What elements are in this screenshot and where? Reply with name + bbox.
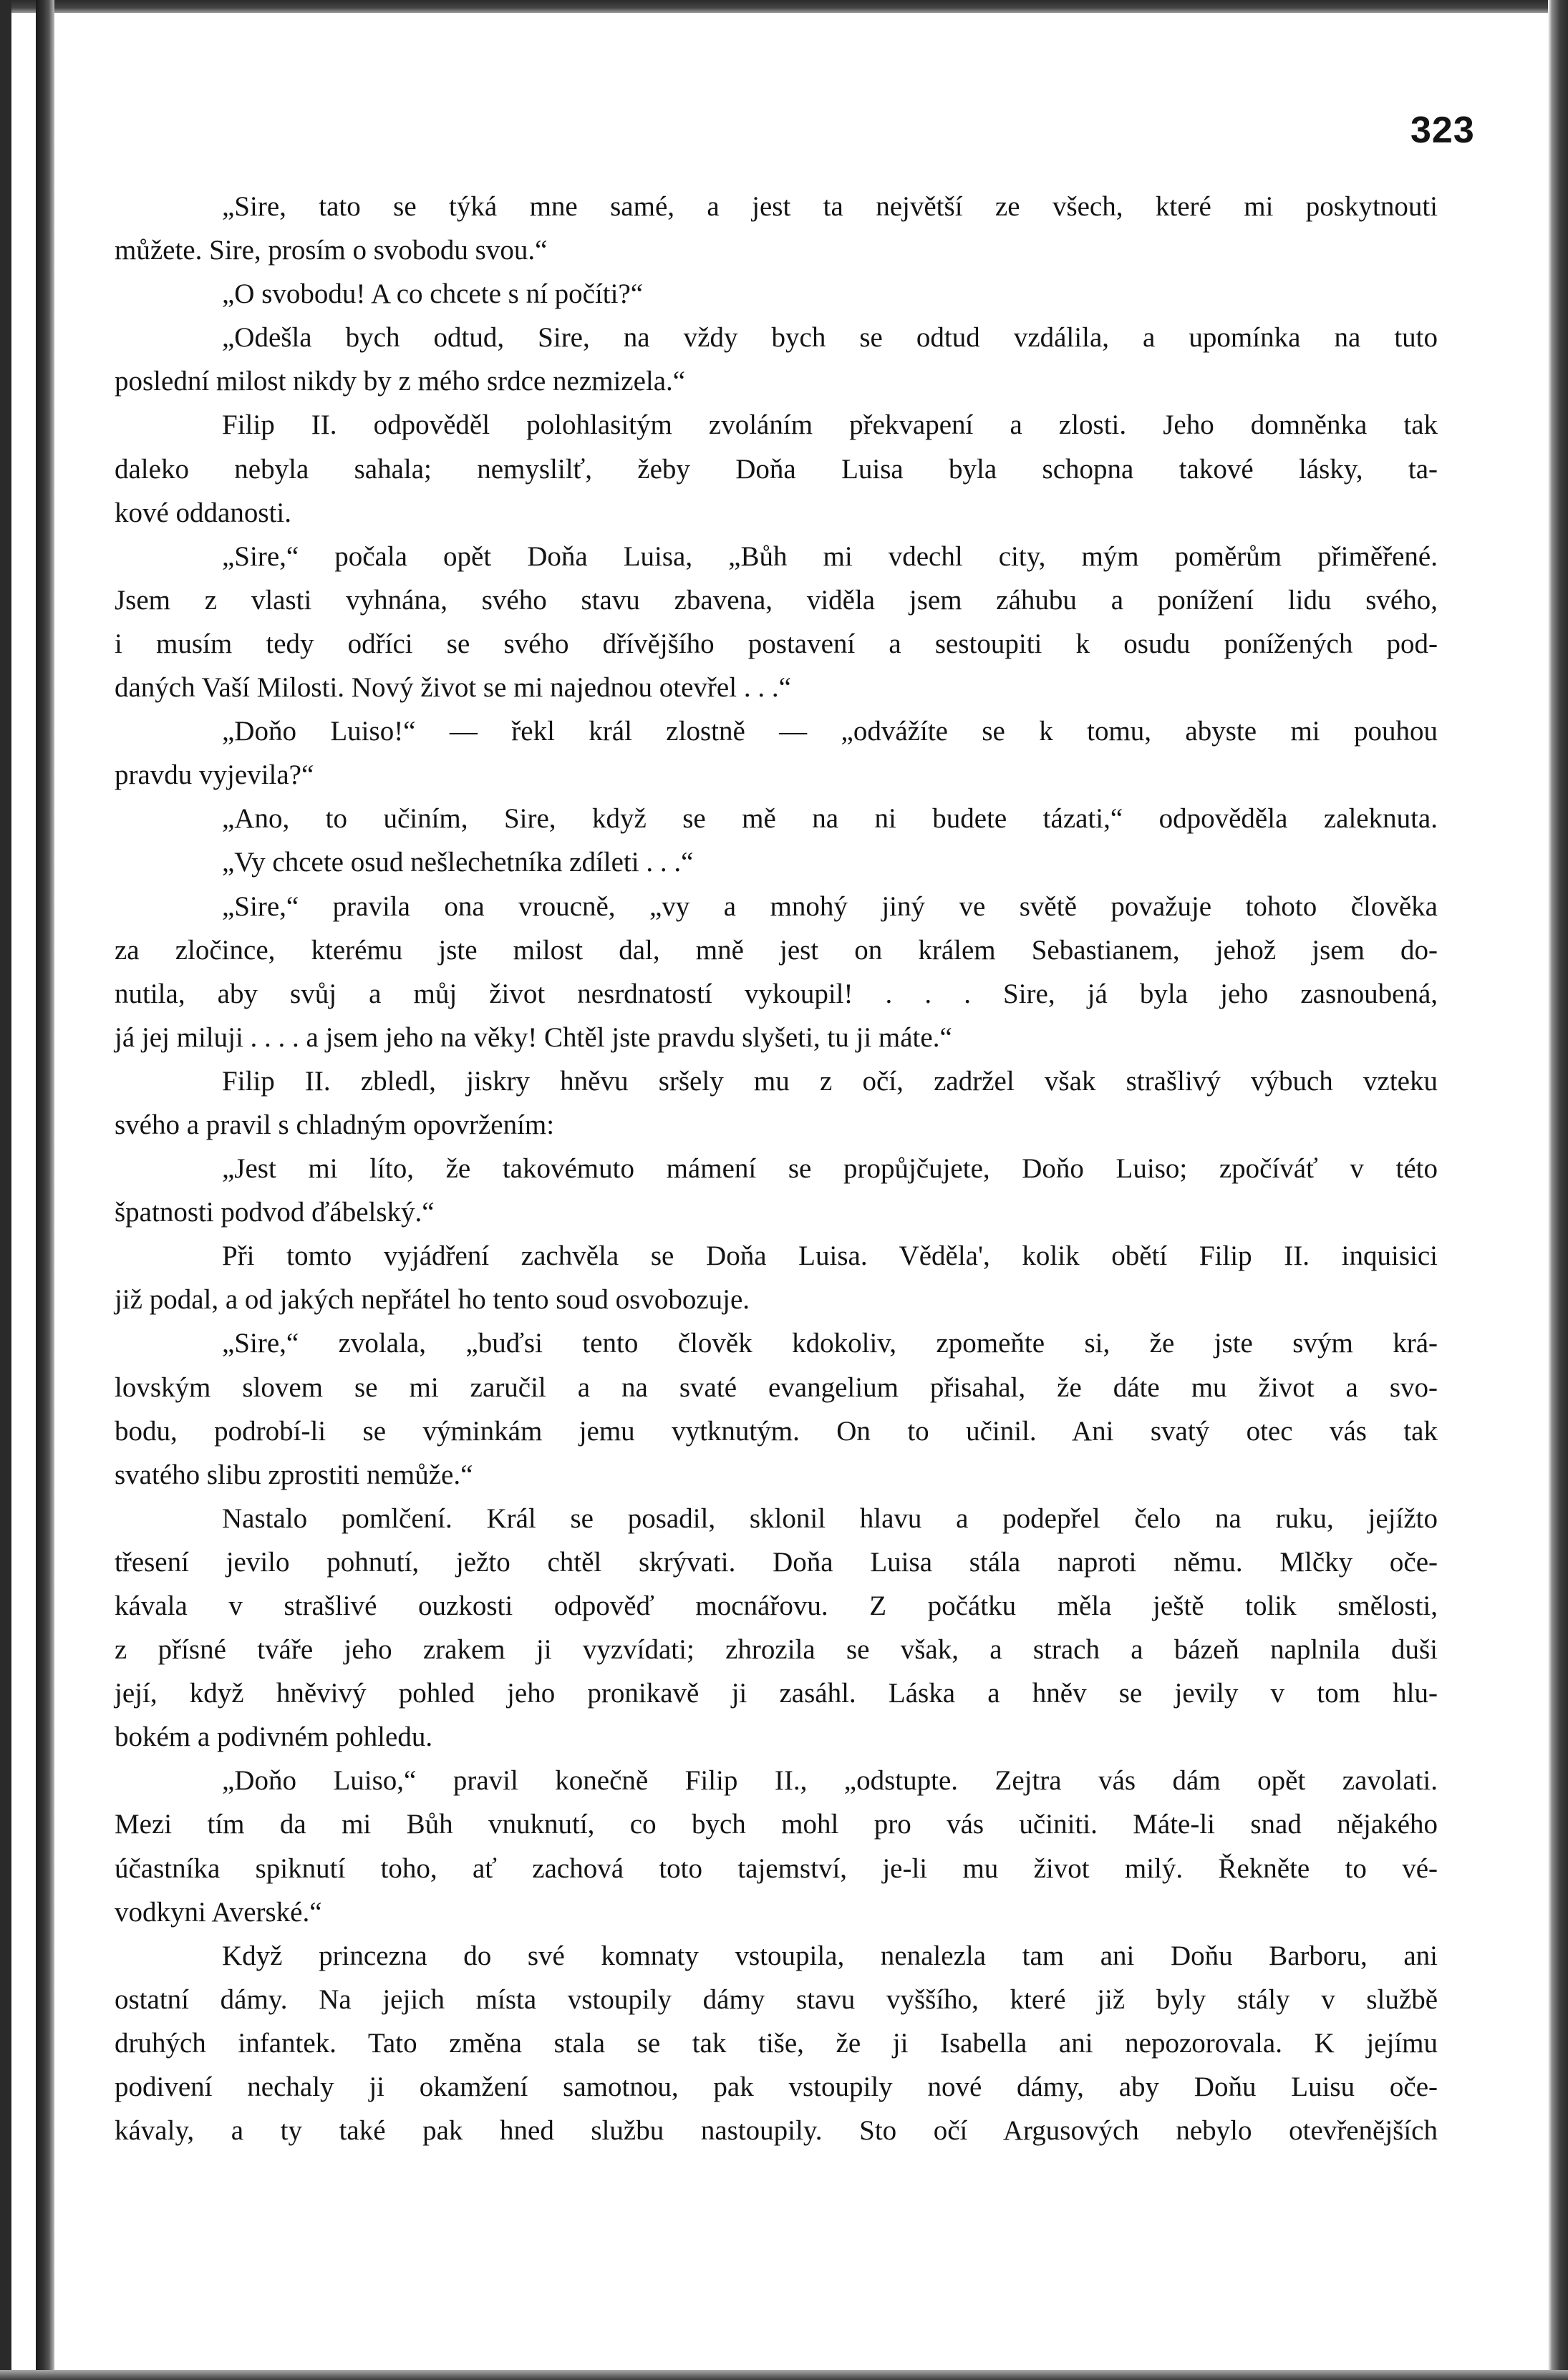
text-line: Filip II. odpověděl polohlasitým zvoláním překvapení a zlosti. Jeho domněnka tak [222,409,1438,441]
text-line: Při tomto vyjádření zachvěla se Doňa Luisa. Věděla', kolik obětí Filip II. inquisici [222,1240,1438,1272]
body-text [115,185,1438,2152]
scan-top-edge [0,0,1568,13]
text-line: já jej miluji . . . . a jsem jeho na věky! Chtěl jste pravdu slyšeti, tu ji máte.“ [115,1021,952,1053]
text-line: Jsem z vlasti vyhnána, svého stavu zbavena, viděla jsem záhubu a ponížení lidu svého, [115,584,1438,616]
text-line: podivení nechaly ji okamžení samotnou, pak vstoupily nové dámy, aby Doňu Luisu oče- [115,2071,1438,2103]
text-line: „Sire,“ zvolala, „buďsi tento člověk kdokoliv, zpomeňte si, že jste svým krá- [222,1328,1438,1359]
text-line: „Doňo Luiso!“ — řekl král zlostně — „odvážíte se k tomu, abyste mi pouhou [222,716,1438,747]
text-line: Mezi tím da mi Bůh vnuknutí, co bych mohl pro vás učiniti. Máte-li snad nějakého [115,1809,1438,1840]
text-line: nutila, aby svůj a můj život nesrdnatostí vykoupil! . . . Sire, já byla jeho zasnoubená, [115,978,1438,1009]
scan-gutter-shadow [36,0,54,2380]
text-line: kové oddanosti. [115,497,291,528]
text-line: můžete. Sire, prosím o svobodu svou.“ [115,235,548,266]
text-line: kávaly, a ty také pak hned službu nastoupily. Sto očí Argusových nebylo otevřenějších [115,2115,1438,2147]
text-line: „Vy chcete osud nešlechetníka zdíleti . . .“ [222,847,694,878]
text-line: bodu, podrobí-li se výminkám jemu vytknutým. On to učinil. Ani svatý otec vás tak [115,1415,1438,1447]
text-line: „Odešla bych odtud, Sire, na vždy bych se odtud vzdálila, a upomínka na tuto [222,322,1438,354]
text-line: „O svobodu! A co chcete s ní počíti?“ [222,278,644,310]
text-line: vodkyni Averské.“ [115,1896,322,1928]
text-line: „Doňo Luiso,“ pravil konečně Filip II., „odstupte. Zejtra vás dám opět zavolati. [222,1765,1438,1797]
text-line: bokém a podivném pohledu. [115,1721,433,1753]
scan-left-edge [0,0,11,2380]
text-line: druhých infantek. Tato změna stala se tak tiše, že ji Isabella ani nepozorovala. K jejímu [115,2027,1438,2059]
text-line: kávala v strašlivé ouzkosti odpověď mocnářovu. Z počátku měla ještě tolik smělosti, [115,1590,1438,1621]
text-line: svatého slibu zprostiti nemůže.“ [115,1459,473,1490]
text-line: „Ano, to učiním, Sire, když se mě na ni budete tázati,“ odpověděla zaleknuta. [222,803,1438,835]
text-line: ostatní dámy. Na jejich místa vstoupily dámy stavu vyššího, které již byly stály v službě [115,1983,1438,2015]
text-line: svého a pravil s chladným opovržením: [115,1109,555,1140]
text-line: její, když hněvivý pohled jeho pronikavě ji zasáhl. Láska a hněv se jevily v tom hlu- [115,1678,1438,1709]
page-number: 323 [1410,110,1475,151]
text-line: účastníka spiknutí toho, ať zachová toto tajemství, je-li mu život milý. Řekněte to vé- [115,1852,1438,1884]
text-line: daleko nebyla sahala; nemyslilť, žeby Doňa Luisa byla schopna takové lásky, ta- [115,453,1438,485]
text-line: lovským slovem se mi zaručil a na svaté evangelium přisahal, že dáte mu život a svo- [115,1371,1438,1403]
text-line: „Jest mi líto, že takovémuto mámení se propůjčujete, Doňo Luiso; zpočíváť v této [222,1153,1438,1185]
text-line: třesení jevilo pohnutí, ježto chtěl skrývati. Doňa Luisa stála naproti němu. Mlčky oče- [115,1546,1438,1578]
text-line: již podal, a od jakých nepřátel ho tento soud osvobozuje. [115,1284,750,1316]
text-line: daných Vaší Milosti. Nový život se mi najednou otevřel . . .“ [115,672,791,704]
text-line: „Sire,“ počala opět Doňa Luisa, „Bůh mi vdechl city, mým poměrům přiměřené. [222,540,1438,572]
text-line: „Sire, tato se týká mne samé, a jest ta největší ze všech, které mi poskytnouti [222,191,1438,222]
scan-bottom-edge [0,2370,1568,2380]
text-line: „Sire,“ pravila ona vroucně, „vy a mnohý jiný ve světě považuje tohoto člověka [222,890,1438,922]
text-line: špatnosti podvod ďábelský.“ [115,1197,435,1228]
text-line: z přísné tváře jeho zrakem ji vyzvídati; zhrozila se však, a strach a bázeň naplnila duši [115,1634,1438,1666]
text-line: Když princezna do své komnaty vstoupila, nenalezla tam ani Doňu Barboru, ani [222,1940,1438,1971]
text-line: poslední milost nikdy by z mého srdce nezmizela.“ [115,366,686,397]
text-line: pravdu vyjevila?“ [115,759,314,791]
text-line: i musím tedy odříci se svého dřívějšího postavení a sestoupiti k osudu ponížených pod- [115,628,1438,659]
scan-right-edge [1548,0,1568,2380]
text-line: za zločince, kterému jste milost dal, mně jest on králem Sebastianem, jehož jsem do- [115,934,1438,966]
text-line: Filip II. zbledl, jiskry hněvu sršely mu z očí, zadržel však strašlivý výbuch vzteku [222,1065,1438,1097]
text-line: Nastalo pomlčení. Král se posadil, sklonil hlavu a podepřel čelo na ruku, jejížto [222,1502,1438,1534]
